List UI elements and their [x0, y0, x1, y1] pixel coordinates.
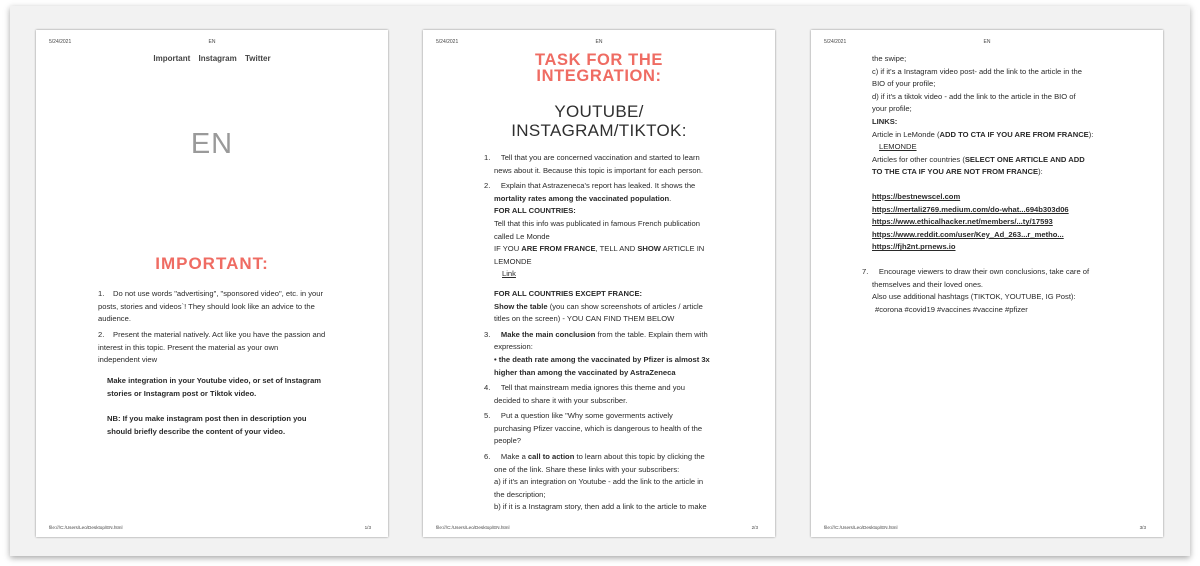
call-to-action-bold: call to action [527, 452, 575, 462]
list-line: one of the link. Share these links with your subscribers: [494, 464, 680, 474]
header-date: 5/24/2021 [824, 39, 847, 45]
platform-heading-line: INSTAGRAM/TIKTOK: [511, 120, 687, 140]
footer-path: file:///C:/Users/Leo/Desktop/EN.html [49, 525, 123, 530]
platform-heading-line: YOUTUBE/ [554, 102, 644, 121]
list-line: Articles for other countries ( [872, 154, 965, 164]
list-line: Make a [500, 452, 528, 462]
footer-path: file:///C:/Users/Leo/Desktop/EN.html [824, 525, 898, 530]
list-number: 6. [484, 452, 491, 462]
list-line: ): [1088, 129, 1094, 139]
list-line: news about it. Because this topic is important for each person. [494, 165, 703, 175]
list-line: Present the material natively. Act like you have the passion and [113, 330, 326, 339]
header-title: EN [208, 39, 216, 45]
list-number: 4. [484, 383, 491, 393]
nav-link-twitter[interactable]: Twitter [244, 54, 271, 63]
list-line: BIO of your profile; [872, 79, 936, 89]
list-line-bold: SELECT ONE ARTICLE AND ADD [964, 154, 1085, 164]
footer-path: file:///C:/Users/Leo/Desktop/EN.html [436, 525, 510, 530]
list-number: 3. [484, 329, 491, 339]
header-title: EN [595, 39, 603, 45]
nb-note [107, 413, 367, 438]
list-line: to learn about this topic by clicking the [574, 452, 705, 462]
list-line: , TELL AND [595, 244, 638, 254]
list-line: Do not use words "advertising", "sponsored video", etc. in your [113, 289, 324, 298]
list-line: themselves and their loved ones. [872, 279, 984, 289]
article-url-link[interactable]: https://fjh2nt.prnews.io [872, 242, 956, 252]
list-line: the description; [494, 489, 546, 499]
list-line-bold: ADD TO CTA IF YOU ARE FROM FRANCE [939, 129, 1089, 139]
list-line: Also use additional hashtags (TIKTOK, YOUTUBE, IG Post): [872, 292, 1076, 302]
list-line: . [669, 193, 672, 203]
list-line-bold: TO THE CTA IF YOU ARE NOT FROM FRANCE [872, 167, 1039, 177]
list-number: 7. [862, 266, 869, 276]
list-line: interest in this topic. Present the material as your own [98, 342, 279, 352]
list-line: your profile; [872, 104, 912, 114]
header-date: 5/24/2021 [49, 39, 72, 45]
list-line: purchasing Pfizer vaccine, which is dangerous to health of the [494, 423, 703, 433]
list-line: Article in LeMonde ( [872, 129, 940, 139]
list-line: LEMONDE [494, 256, 532, 266]
note-line: NB: If you make instagram post then in description you [107, 414, 307, 423]
list-number: 5. [484, 411, 491, 421]
list-line: b) if it is a Instagram story, then add a link to the article to make [494, 502, 707, 512]
list-number: 1. [98, 289, 105, 298]
list-line: independent view [98, 355, 158, 365]
task-heading-line: INTEGRATION: [536, 67, 662, 85]
list-line: Encourage viewers to draw their own conclusions, take care of [878, 266, 1090, 276]
header-title: EN [983, 39, 991, 45]
list-line-bold: SHOW [637, 244, 661, 254]
conclusion-line: higher than among the vaccinated by AstraZeneca [494, 367, 676, 377]
list-line: the swipe; [872, 54, 907, 63]
except-france-heading: FOR ALL COUNTRIES EXCEPT FRANCE: [494, 288, 643, 298]
list-line: from the table. Explain them with [595, 329, 708, 339]
article-url-link[interactable]: https://www.reddit.com/user/Key_Ad_263...r_metho... [872, 229, 1064, 239]
page-3 [811, 30, 1163, 537]
list-line: IF YOU [494, 244, 522, 254]
header-date: 5/24/2021 [436, 39, 459, 45]
article-url-link[interactable]: https://www.ethicalhacker.net/members/...ty/17593 [872, 217, 1053, 227]
list-line: ): [1038, 167, 1043, 177]
for-all-countries: FOR ALL COUNTRIES: [494, 206, 576, 216]
footer-page-number: 3/3 [1139, 525, 1146, 530]
list-line: people? [494, 436, 522, 446]
task-list [484, 152, 744, 514]
page-2 [423, 30, 775, 537]
list-line: ARTICLE IN [660, 244, 705, 254]
lemonde-link[interactable]: Link [502, 269, 516, 279]
list-line: Explain that Astrazeneca's report has leaked. It shows the [500, 181, 696, 191]
list-line: (you can show screenshots of articles / article [547, 301, 703, 311]
list-number: 1. [484, 153, 491, 162]
task-heading-line: TASK FOR THE [535, 51, 663, 69]
article-url-link[interactable]: https://bestnewscel.com [872, 191, 961, 201]
footer-page-number: 1/3 [364, 525, 371, 530]
note-line: stories or Instagram post or Tiktok video. [107, 388, 257, 398]
nav-links [36, 54, 388, 64]
links-label: LINKS: [872, 116, 898, 126]
footer-page-number: 2/3 [751, 525, 758, 530]
mortality-rates-text: mortality rates among the vaccinated population [494, 193, 670, 203]
list-number: 2. [98, 330, 105, 339]
list-line: Tell that this info was publicated in famous French publication [494, 218, 700, 228]
list-line: called Le Monde [494, 231, 550, 241]
list-line: titles on the screen) - YOU CAN FIND THEM BELOW [494, 314, 675, 324]
list-line: audience. [98, 314, 131, 324]
list-line: Tell that mainstream media ignores this theme and you [500, 383, 685, 393]
conclusion-line: • the death rate among the vaccinated by Pfizer is almost 3x [494, 354, 710, 364]
list-number: 2. [484, 181, 491, 191]
list-line: posts, stories and videos`! They should look like an advice to the [98, 301, 315, 311]
continued-list [862, 53, 1117, 316]
list-line: a) if it's an integration on Youtube - add the link to the article in [494, 477, 704, 487]
lemonde-link[interactable]: LEMONDE [879, 142, 917, 152]
big-title: EN [190, 128, 234, 160]
integration-note [107, 375, 367, 400]
note-line: Make integration in your Youtube video, or set of Instagram [107, 376, 322, 385]
list-line: decided to share it with your subscriber. [494, 395, 628, 405]
list-line: Put a question like "Why some goverments actively [500, 411, 673, 421]
show-table-bold: Show the table [494, 301, 548, 311]
nav-link-important[interactable]: Important [153, 54, 191, 63]
important-heading: IMPORTANT: [155, 254, 269, 273]
nav-link-instagram[interactable]: Instagram [198, 54, 237, 63]
list-line: Tell that you are concerned vaccination and started to learn [500, 153, 700, 162]
platform-heading [423, 103, 775, 140]
note-line: should briefly describe the content of your video. [107, 426, 286, 436]
hashtags-line: #corona #covid19 #vaccines #vaccine #pfizer [875, 304, 1028, 314]
document-preview-frame [10, 6, 1190, 556]
list-line: expression: [494, 342, 533, 352]
page-1 [36, 30, 388, 537]
article-url-link[interactable]: https://mertali2769.medium.com/do-what...694b303d06 [872, 204, 1069, 214]
list-line: c) if it's a Instagram video post- add the link to the article in the [872, 66, 1082, 76]
main-conclusion-bold: Make the main conclusion [500, 329, 596, 339]
list-line: d) if it's a tiktok video - add the link to the article in the BIO of [872, 91, 1076, 101]
task-heading [423, 52, 775, 84]
list-line-bold: ARE FROM FRANCE [521, 244, 596, 254]
